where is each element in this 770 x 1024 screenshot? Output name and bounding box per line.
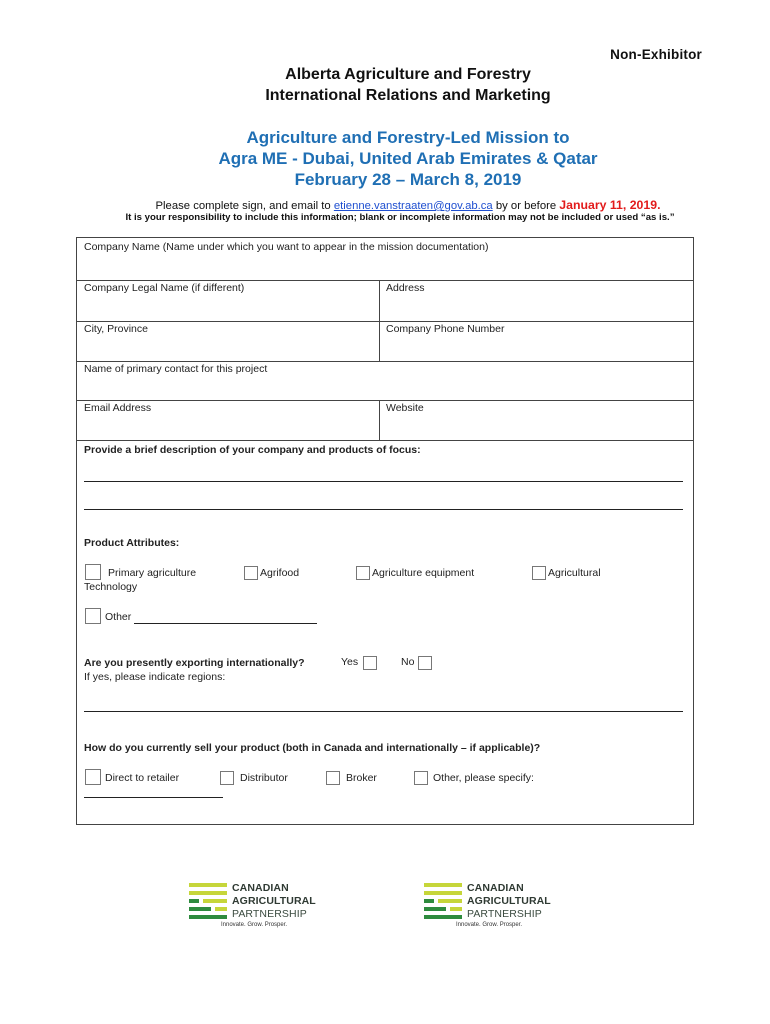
- cap-logo-left: [189, 882, 316, 934]
- direct-to-retailer-label: Direct to retailer: [105, 772, 180, 784]
- row-divider: [77, 400, 693, 401]
- org-name: Alberta Agriculture and Forestry: [285, 66, 531, 83]
- distributor-checkbox[interactable]: [220, 771, 234, 785]
- city-province-field[interactable]: City, Province: [84, 323, 148, 335]
- logo-text-line3: PARTNERSHIP: [467, 908, 542, 920]
- instructions-middle: by or before: [492, 200, 560, 212]
- primary-contact-field[interactable]: Name of primary contact for this project: [84, 363, 268, 375]
- other-attribute-checkbox[interactable]: [85, 608, 101, 624]
- logo-stripe: [438, 899, 462, 903]
- agriculture-equipment-label: Agriculture equipment: [372, 567, 475, 579]
- logo-tagline: Innovate. Grow. Prosper.: [221, 922, 288, 928]
- export-yes-label: Yes: [341, 656, 359, 668]
- instructions-prefix: Please complete sign, and email to: [155, 200, 334, 212]
- logo-stripe: [424, 915, 462, 919]
- logo-tagline: Innovate. Grow. Prosper.: [456, 922, 523, 928]
- form-type-label: Non-Exhibitor: [610, 47, 702, 62]
- broker-checkbox[interactable]: [326, 771, 340, 785]
- export-no-checkbox[interactable]: [418, 656, 432, 670]
- other-attribute-line[interactable]: [134, 623, 317, 624]
- other-attribute-label: Other: [105, 611, 132, 623]
- logo-text-line2: AGRICULTURAL: [467, 895, 551, 907]
- mission-title: Agriculture and Forestry-Led Mission to: [246, 128, 570, 147]
- deadline-date: January 11, 2019: [559, 198, 658, 212]
- org-division: International Relations and Marketing: [265, 87, 551, 104]
- agricultural-label: Agricultural: [548, 567, 601, 579]
- other-sell-line[interactable]: [84, 797, 223, 798]
- direct-to-retailer-checkbox[interactable]: [85, 769, 101, 785]
- company-name-field[interactable]: Company Name (Name under which you want to appear in the mission documentation): [84, 241, 489, 253]
- export-no-label: No: [401, 656, 415, 668]
- deadline-period: .: [657, 198, 661, 212]
- sell-question: How do you currently sell your product (both in Canada and internationally – if applicable)?: [84, 742, 541, 754]
- description-line-1[interactable]: [84, 481, 683, 482]
- other-sell-checkbox[interactable]: [414, 771, 428, 785]
- distributor-label: Distributor: [240, 772, 288, 784]
- logo-stripe: [189, 915, 227, 919]
- logo-text-line3: PARTNERSHIP: [232, 908, 307, 920]
- email-field[interactable]: Email Address: [84, 402, 152, 414]
- phone-field[interactable]: Company Phone Number: [386, 323, 505, 335]
- other-sell-label: Other, please specify:: [433, 772, 534, 784]
- row-divider: [77, 440, 693, 441]
- export-regions-label: If yes, please indicate regions:: [84, 671, 226, 683]
- logo-stripe: [203, 899, 227, 903]
- deadline: [559, 198, 660, 212]
- row-divider: [77, 321, 693, 322]
- agrifood-label: Agrifood: [260, 567, 300, 579]
- technology-label: Technology: [84, 581, 138, 593]
- responsibility-note: It is your responsibility to include this information; blank or incomplete information may not be included or used “as is.”: [125, 212, 675, 223]
- logo-stripe: [424, 883, 462, 887]
- logo-stripe: [189, 907, 211, 911]
- address-field[interactable]: Address: [386, 282, 425, 294]
- description-line-2[interactable]: [84, 509, 683, 510]
- product-attributes-heading: Product Attributes:: [84, 537, 180, 549]
- export-yes-checkbox[interactable]: [363, 656, 377, 670]
- logo-stripe: [450, 907, 462, 911]
- logo-text-line2: AGRICULTURAL: [232, 895, 316, 907]
- cap-logo-right: [424, 882, 551, 934]
- export-question: Are you presently exporting internationally?: [84, 657, 305, 669]
- logo-stripe: [424, 907, 446, 911]
- logo-stripe: [215, 907, 227, 911]
- agriculture-equipment-checkbox[interactable]: [356, 566, 370, 580]
- logo-stripe: [424, 899, 434, 903]
- contact-email-link[interactable]: etienne.vanstraaten@gov.ab.ca: [333, 200, 493, 212]
- website-field[interactable]: Website: [386, 402, 424, 414]
- row-divider: [77, 280, 693, 281]
- registration-form: [76, 237, 694, 825]
- primary-agriculture-checkbox[interactable]: [85, 564, 101, 580]
- logo-stripe: [189, 883, 227, 887]
- logo-text-line1: CANADIAN: [467, 882, 524, 894]
- description-prompt: Provide a brief description of your company and products of focus:: [84, 444, 421, 456]
- agricultural-checkbox[interactable]: [532, 566, 546, 580]
- agrifood-checkbox[interactable]: [244, 566, 258, 580]
- legal-name-field[interactable]: Company Legal Name (if different): [84, 282, 245, 294]
- logo-stripe: [189, 891, 227, 895]
- column-divider: [379, 280, 380, 361]
- row-divider: [77, 361, 693, 362]
- mission-destination: Agra ME - Dubai, United Arab Emirates & Qatar: [218, 149, 598, 168]
- logo-stripe: [189, 899, 199, 903]
- export-regions-line[interactable]: [84, 711, 683, 712]
- column-divider: [379, 400, 380, 440]
- primary-agriculture-label: Primary agriculture: [108, 567, 197, 579]
- logo-text-line1: CANADIAN: [232, 882, 289, 894]
- logo-stripe: [424, 891, 462, 895]
- mission-dates: February 28 – March 8, 2019: [294, 170, 522, 189]
- instructions: [0, 198, 770, 212]
- broker-label: Broker: [346, 772, 377, 784]
